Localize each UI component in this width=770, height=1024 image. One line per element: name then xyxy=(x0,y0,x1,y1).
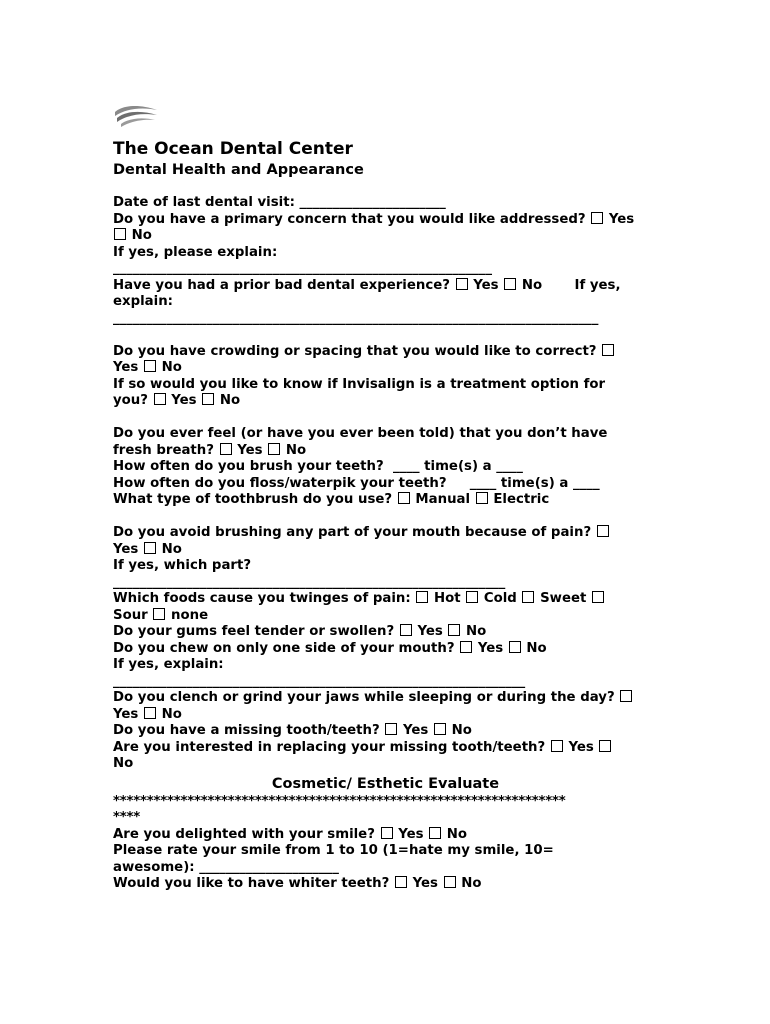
line-text: Yes xyxy=(473,640,508,656)
spacer xyxy=(113,509,658,526)
line-text: Please rate your smile from 1 to 10 (1=hate my smile, 10= xyxy=(113,843,554,858)
checkbox[interactable] xyxy=(522,591,534,603)
checkbox[interactable] xyxy=(602,344,614,356)
line-text: Yes xyxy=(113,541,143,557)
cosmetic-heading: Cosmetic/ Esthetic Evaluate xyxy=(271,775,500,792)
form-line xyxy=(113,525,658,542)
checkbox[interactable] xyxy=(153,608,165,620)
checkbox[interactable] xyxy=(416,591,428,603)
spacer xyxy=(113,327,658,344)
checkbox[interactable] xyxy=(144,360,156,372)
line-text: Hot xyxy=(429,591,466,606)
form-line xyxy=(113,261,658,278)
checkbox[interactable] xyxy=(466,591,478,603)
line-text: fresh breath? xyxy=(113,442,219,458)
line-text: Yes xyxy=(412,624,448,639)
line-text: Manual xyxy=(410,492,475,507)
form-line xyxy=(113,393,658,410)
checkbox[interactable] xyxy=(456,278,468,290)
line-text: If yes, please explain: xyxy=(113,244,278,260)
line-text: Have you had a prior bad dental experience? xyxy=(113,277,455,293)
form-line xyxy=(113,558,658,575)
line-text: Which foods cause you twinges of pain: xyxy=(113,591,416,606)
form-line xyxy=(113,591,658,608)
line-text: No xyxy=(456,876,482,891)
form-line xyxy=(113,360,658,377)
line-text: none xyxy=(166,607,209,623)
checkbox[interactable] xyxy=(144,542,156,554)
checkbox[interactable] xyxy=(460,641,472,653)
questionnaire-body xyxy=(113,195,658,773)
line-text: Date of last dental visit: ______________________ xyxy=(113,195,446,210)
form-line xyxy=(113,426,658,443)
form-line xyxy=(113,657,658,674)
line-text: Yes xyxy=(563,739,599,755)
checkbox[interactable] xyxy=(434,723,446,735)
line-text: No xyxy=(156,706,182,722)
checkbox[interactable] xyxy=(385,723,397,735)
form-line xyxy=(113,575,658,592)
line-text: Do you have a missing tooth/teeth? xyxy=(113,723,385,738)
form-page xyxy=(113,104,658,893)
form-line xyxy=(113,195,658,212)
line-text: Do you chew on only one side of your mouth? xyxy=(113,640,460,656)
line-text: explain: xyxy=(113,294,173,309)
checkbox[interactable] xyxy=(448,624,460,636)
line-text: Yes xyxy=(393,826,429,842)
checkbox[interactable] xyxy=(268,443,280,455)
form-line xyxy=(113,843,658,860)
line-text: Are you delighted with your smile? xyxy=(113,826,380,842)
clinic-title: The Ocean Dental Center xyxy=(113,139,353,159)
line-text: Do you clench or grind your jaws while sleeping or during the day? xyxy=(113,690,620,705)
line-text: you? xyxy=(113,393,153,408)
line-text: Yes xyxy=(407,876,443,891)
line-text: Yes xyxy=(166,393,202,408)
checkbox[interactable] xyxy=(444,876,456,888)
form-line xyxy=(113,278,658,295)
form-line xyxy=(113,756,658,773)
line-text: Yes xyxy=(113,706,143,722)
form-line xyxy=(113,674,658,691)
form-line xyxy=(113,690,658,707)
line-text: Do you have crowding or spacing that you would like to correct? xyxy=(113,343,602,359)
checkbox[interactable] xyxy=(154,393,166,405)
line-text: ___________________________________________________________ xyxy=(113,574,506,590)
checkbox[interactable] xyxy=(202,393,214,405)
line-text: Would you like to have whiter teeth? xyxy=(113,876,394,891)
form-line xyxy=(113,228,658,245)
line-text: What type of toothbrush do you use? xyxy=(113,492,397,507)
line-text: Do you ever feel (or have you ever been told) that you don’t have xyxy=(113,426,608,441)
form-line xyxy=(113,860,658,877)
checkbox[interactable] xyxy=(114,228,126,240)
checkbox[interactable] xyxy=(429,827,441,839)
checkbox[interactable] xyxy=(592,591,604,603)
form-line xyxy=(113,723,658,740)
line-text: No xyxy=(442,826,468,842)
spacer xyxy=(113,410,658,427)
wave-logo-icon xyxy=(113,104,159,128)
checkbox[interactable] xyxy=(597,525,609,537)
line-text: Do you have a primary concern that you would like addressed? xyxy=(113,211,591,227)
checkbox[interactable] xyxy=(144,707,156,719)
checkbox[interactable] xyxy=(599,740,611,752)
stars-divider: ******************************************************************* xyxy=(113,793,566,809)
form-line xyxy=(113,212,658,229)
cosmetic-questions xyxy=(113,827,658,893)
form-line xyxy=(113,707,658,724)
line-text: Are you interested in replacing your missing tooth/teeth? xyxy=(113,739,550,755)
line-text: ______________________________________________________________ xyxy=(113,673,526,689)
form-line xyxy=(113,641,658,658)
line-text: Yes xyxy=(468,277,504,293)
form-line xyxy=(113,827,658,844)
checkbox[interactable] xyxy=(395,876,407,888)
line-text: _________________________________________________________ xyxy=(113,261,492,276)
line-text: No xyxy=(215,393,241,408)
line-text: No xyxy=(521,640,547,656)
line-text: No If yes, xyxy=(517,277,621,293)
form-line xyxy=(113,245,658,262)
checkbox[interactable] xyxy=(400,624,412,636)
line-text: Yes xyxy=(604,211,635,227)
line-text: How often do you brush your teeth? ____ time(s) a ____ xyxy=(113,459,523,474)
checkbox[interactable] xyxy=(220,443,232,455)
form-line xyxy=(113,476,658,493)
form-line xyxy=(113,459,658,476)
line-text: No xyxy=(156,541,182,557)
form-line xyxy=(113,344,658,361)
checkbox[interactable] xyxy=(381,827,393,839)
line-text: No xyxy=(127,228,152,243)
form-line xyxy=(113,492,658,509)
form-line xyxy=(113,542,658,559)
form-line xyxy=(113,377,658,394)
line-text: Do your gums feel tender or swollen? xyxy=(113,624,399,639)
form-line xyxy=(113,608,658,625)
line-text: No xyxy=(461,624,487,639)
form-line xyxy=(113,624,658,641)
line-text: No xyxy=(113,756,134,771)
form-line xyxy=(113,311,658,328)
line-text: Sour xyxy=(113,607,153,623)
line-text: _________________________________________________________________________ xyxy=(113,310,599,326)
line-text: If yes, explain: xyxy=(113,657,224,672)
checkbox[interactable] xyxy=(476,492,488,504)
line-text: No xyxy=(281,442,307,458)
line-text: Yes xyxy=(113,360,143,375)
line-text: If yes, which part? xyxy=(113,558,252,573)
checkbox[interactable] xyxy=(509,641,521,653)
checkbox[interactable] xyxy=(591,212,603,224)
line-text: awesome): _____________________ xyxy=(113,859,339,875)
form-line xyxy=(113,740,658,757)
line-text: If so would you like to know if Invisalign is a treatment option for xyxy=(113,376,606,392)
checkbox[interactable] xyxy=(398,492,410,504)
line-text: Yes xyxy=(232,442,268,458)
line-text: Do you avoid brushing any part of your mouth because of pain? xyxy=(113,525,596,540)
form-line xyxy=(113,294,658,311)
stars-divider-continued: **** xyxy=(113,810,141,825)
line-text: No xyxy=(446,723,472,738)
line-text: How often do you floss/waterpik your teeth? ____ time(s) a ____ xyxy=(113,475,600,491)
line-text: Electric xyxy=(488,492,550,507)
checkbox[interactable] xyxy=(551,740,563,752)
line-text: Yes xyxy=(398,723,433,738)
line-text: No xyxy=(156,360,182,375)
line-text: Sweet xyxy=(535,591,591,606)
form-line xyxy=(113,443,658,460)
line-text: Cold xyxy=(479,591,522,606)
checkbox[interactable] xyxy=(504,278,516,290)
form-subtitle: Dental Health and Appearance xyxy=(113,162,364,178)
checkbox[interactable] xyxy=(620,690,632,702)
form-line xyxy=(113,876,658,893)
